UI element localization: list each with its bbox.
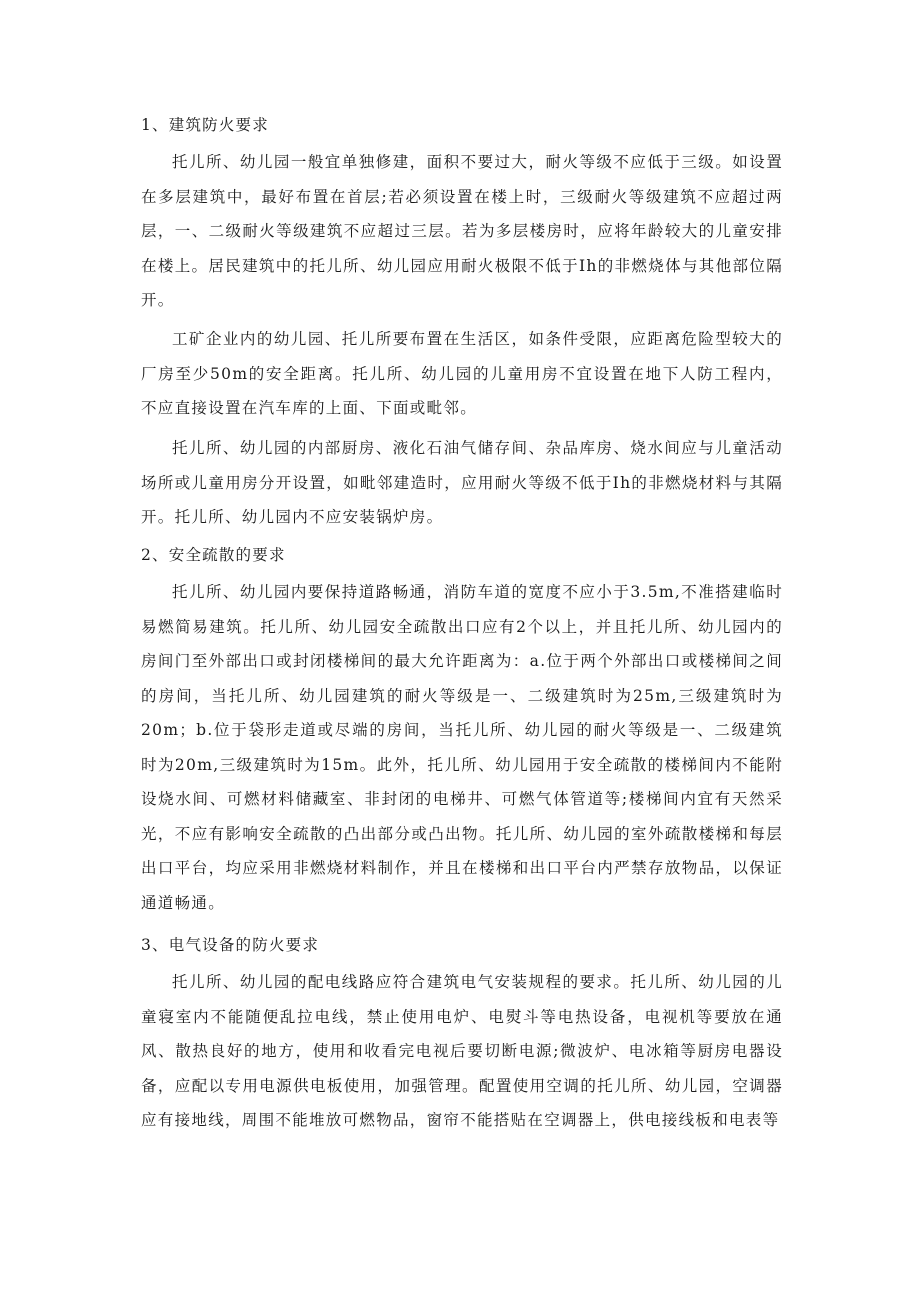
paragraph-electrical-fire-1: 托儿所、幼儿园的配电线路应符合建筑电气安装规程的要求。托儿所、幼儿园的儿童寝室内不能随便乱拉电线，禁止使用电炉、电熨斗等电热设备，电视机等要放在通风、散热良好的地方，使用和收看完电视后要切断电源;微波炉、电冰箱等厨房电器设备，应配以专用电源供电板使用，加强管理。配置使用空调的托儿所、幼儿园，空调器应有接地线，周围不能堆放可燃物品，窗帘不能搭贴在空调器上，供电接线板和电表等 bbox=[141, 973, 783, 1129]
paragraph-building-fire-3: 托儿所、幼儿园的内部厨房、液化石油气储存间、杂品库房、烧水间应与儿童活动场所或儿童用房分开设置，如毗邻建造时，应用耐火等级不低于Ih的非燃烧材料与其隔开。托儿所、幼儿园内不应安装锅炉房。 bbox=[141, 439, 783, 526]
paragraph-building-fire-1: 托儿所、幼儿园一般宜单独修建，面积不要过大，耐火等级不应低于三级。如设置在多层建筑中，最好布置在首层;若必须设置在楼上时，三级耐火等级建筑不应超过两层，一、二级耐火等级建筑不应超过三层。若为多层楼房时，应将年龄较大的儿童安排在楼上。居民建筑中的托儿所、幼儿园应用耐火极限不低于Ih的非燃烧体与其他部位隔开。 bbox=[141, 153, 783, 309]
paragraph-building-fire-2: 工矿企业内的幼儿园、托儿所要布置在生活区，如条件受限，应距离危险型较大的厂房至少50m的安全距离。托儿所、幼儿园的儿童用房不宜设置在地下人防工程内，不应直接设置在汽车库的上面、下面或毗邻。 bbox=[141, 330, 783, 417]
section-heading-electrical-fire: 3、电气设备的防火要求 bbox=[141, 936, 320, 954]
section-heading-building-fire: 1、建筑防火要求 bbox=[141, 116, 269, 134]
section-heading-safe-evacuation: 2、安全疏散的要求 bbox=[141, 546, 286, 564]
paragraph-safe-evacuation-1: 托儿所、幼儿园内要保持道路畅通，消防车道的宽度不应小于3.5m,不准搭建临时易燃简易建筑。托儿所、幼儿园安全疏散出口应有2个以上，并且托儿所、幼儿园内的房间门至外部出口或封闭楼梯间的最大允许距离为：a.位于两个外部出口或楼梯间之间的房间，当托儿所、幼儿园建筑的耐火等级是一、二级建筑时为25m,三级建筑时为20m；b.位于袋形走道或尽端的房间，当托儿所、幼儿园的耐火等级是一、二级建筑时为20m,三级建筑时为15m。此外，托儿所、幼儿园用于安全疏散的楼梯间内不能附设烧水间、可燃材料储藏室、非封闭的电梯井、可燃气体管道等;楼梯间内宜有天然采光，不应有影响安全疏散的凸出部分或凸出物。托儿所、幼儿园的室外疏散楼梯和每层出口平台，均应采用非燃烧材料制作，并且在楼梯和出口平台内严禁存放物品，以保证通道畅通。 bbox=[141, 583, 783, 912]
